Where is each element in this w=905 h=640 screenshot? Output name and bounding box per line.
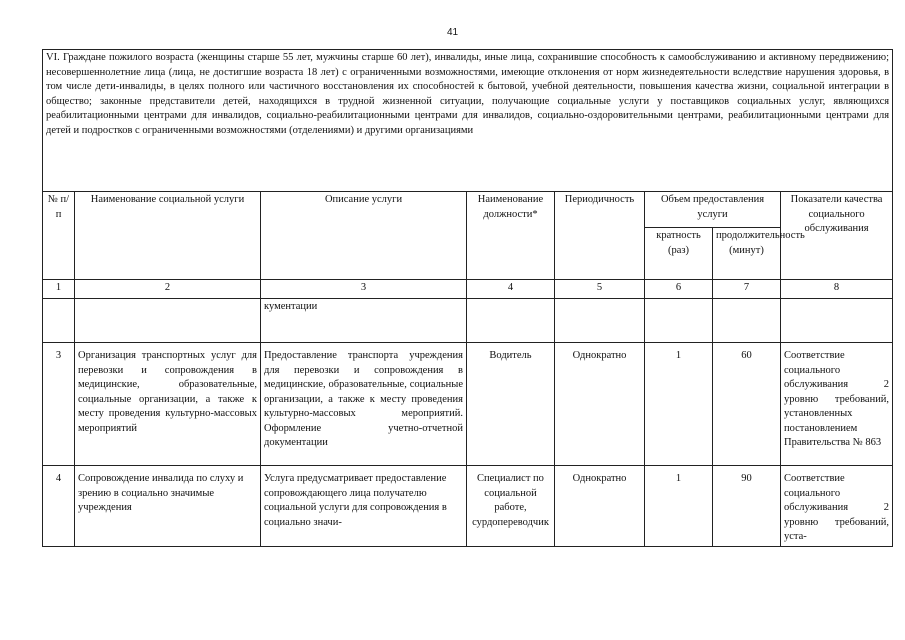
column-numbers-row (43, 280, 893, 299)
row-multiplicity: 1 (645, 466, 713, 547)
header-duration: продолжительность (минут) (713, 228, 781, 280)
row-quality: Соответствие социального обслуживания 2 уровню требований, уста- (781, 466, 893, 547)
continuation-description: кументации (261, 299, 467, 343)
header-row (43, 192, 893, 228)
section-title: VI. Граждане пожилого возраста (женщины старше 55 лет, мужчины старше 60 лет), инвалиды, иные лица, сохранившие способность к самообслуживанию и активному передвижению; несовершеннолетние лица (лица, не достигшие возраста 18 лет) с ограниченными возможностями, имеющие отклонения от норм жизнедеятельности вследствие нарушения здоровья, в том числе дети-инвалиды, в целях полного или частичного восстановления их способностей к бытовой, учебной деятельности, повышения качества жизни, социальной интеграции в общество; законные представители детей, находящихся в трудной жизненной ситуации, получающие социальные услуги у поставщиков социальных услуг, являющихся реабилитационными центрами для инвалидов, социально-реабилитационными центрами для инвалидов, социально-оздоровительными центрами, реабилитационными центрами для детей и подростков с ограниченными возможностями (отделениями) и другими организациями (43, 50, 893, 192)
row-duration: 60 (713, 343, 781, 466)
column-number: 2 (75, 280, 261, 299)
row-description: Услуга предусматривает предоставление сопровождающего лица получателю социальной услуги для сопровождения в социально значи- (261, 466, 467, 547)
header-multiplicity: кратность (раз) (645, 228, 713, 280)
services-table (42, 49, 893, 547)
header-volume: Объем предоставления услуги (645, 192, 781, 228)
row-position: Водитель (467, 343, 555, 466)
row-num: 3 (43, 343, 75, 466)
header-periodicity: Периодичность (555, 192, 645, 280)
header-quality: Показатели качества социального обслуживания (781, 192, 893, 280)
row-service-name: Сопровождение инвалида по слуху и зрению в социально значимые учреждения (75, 466, 261, 547)
row-duration: 90 (713, 466, 781, 547)
column-number: 4 (467, 280, 555, 299)
row-num: 4 (43, 466, 75, 547)
page-number: 41 (446, 27, 459, 38)
row-description: Предоставление транспорта учреждения для перевозки и сопровождения в медицинские, образовательные, социальные организации, а также к месту проведения культурно-массовых мероприятий. Оформление учетно-отчетной документации (261, 343, 467, 466)
row-periodicity: Однократно (555, 466, 645, 547)
row-quality: Соответствие социального обслуживания 2 уровню требований, установленных постановлением Правительства № 863 (781, 343, 893, 466)
row-periodicity: Однократно (555, 343, 645, 466)
header-description: Описание услуги (261, 192, 467, 280)
column-number: 3 (261, 280, 467, 299)
table-row (43, 466, 893, 547)
header-num: № п/п (43, 192, 75, 280)
column-number: 6 (645, 280, 713, 299)
row-multiplicity: 1 (645, 343, 713, 466)
column-number: 7 (713, 280, 781, 299)
header-service-name: Наименование социальной услуги (75, 192, 261, 280)
header-position: Наименование должности* (467, 192, 555, 280)
table-row (43, 343, 893, 466)
section-row (43, 50, 893, 192)
column-number: 8 (781, 280, 893, 299)
row-service-name: Организация транспортных услуг для перевозки и сопровождения в медицинские, образовательные, социальные организации, а также к месту проведения культурно-массовых мероприятий (75, 343, 261, 466)
column-number: 5 (555, 280, 645, 299)
continuation-row (43, 299, 893, 343)
row-position: Специалист по социальной работе, сурдопереводчик (467, 466, 555, 547)
column-number: 1 (43, 280, 75, 299)
